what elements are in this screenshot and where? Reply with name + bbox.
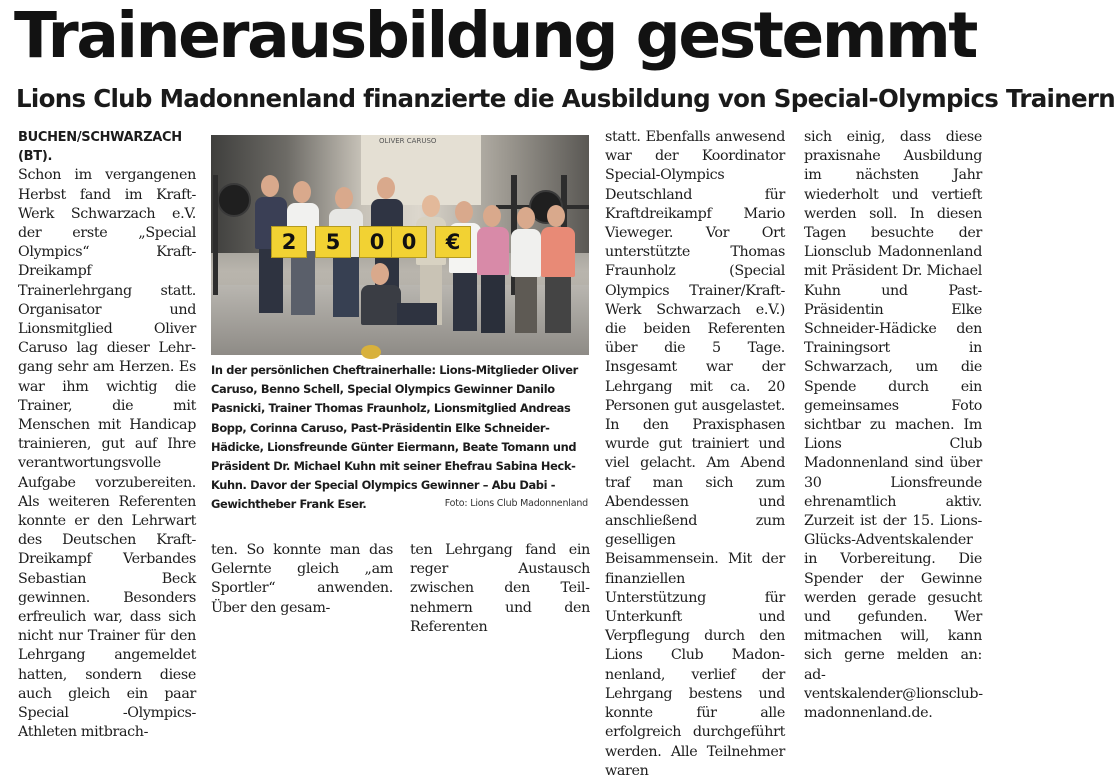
photo-banner-text: OLIVER CARUSO (379, 137, 437, 145)
donation-sign-digit: 2 (271, 226, 307, 258)
column-2b-text: ten Lehrgang fand ein reger Austausch zwischen den Teilnehmern und den Referenten (410, 542, 590, 635)
article-column-4 (804, 128, 982, 723)
article-subheadline: Lions Club Madonnenland finanzierte die Ausbildung von Special-Olympics Trainern (16, 84, 1115, 113)
article-column-2-part-1 (211, 541, 393, 618)
column-2a-text: ten. So konnte man das Gelernte gleich „am Sportler“ anwenden. Über den gesam- (211, 542, 393, 616)
column-1-text: Schon im vergangenen Herbst fand im Kraft-Werk Schwarzach e.V. der erste „Special Olympics“ Kraft-Dreikampf Trainerlehrgang statt. Organisator und Lionsmitglied Oliver Caruso lag dieser Lehrgang sehr am Herzen. Es war ihm wichtig die Trainer, die mit Menschen mit Handicap trainieren, gut auf Ihre verantwortungsvolle Aufgabe vorzubereiten. Als weiteren Referenten konnte er den Lehrwart des Deutschen Kraft-Dreikampf Verbandes Sebastian Beck gewinnen. Besonders erfreulich war, dass sich nicht nur Trainer für den Lehrgang angemeldet hatten, sondern diese auch gleich ein paar Special -Olympics-Athleten mitbrach- (18, 167, 196, 741)
donation-sign-digit: 0 (359, 226, 395, 258)
kettlebell (361, 345, 381, 359)
article-column-1 (18, 128, 196, 743)
weight-rack (213, 175, 218, 295)
donation-sign-digit: € (435, 226, 471, 258)
donation-sign-digit: 0 (391, 226, 427, 258)
group-photo (211, 135, 589, 355)
article-column-2-part-2 (410, 541, 590, 637)
photo-credit: Foto: Lions Club Madonnenland (444, 498, 588, 509)
photo-caption: In der persönlichen Cheftrainerhalle: Lions-Mitglieder Oliver Caruso, Benno Schell, Special Olympics Gewinner Danilo Pasnicki, Trainer Thomas Fraunholz, Lionsmitglied Andreas Bopp, Corinna Caruso, Past-Präsidentin Elke Schneider-Hädicke, Lionsfreunde Günter Eiermann, Beate Tomann und Präsident Dr. Michael Kuhn mit seiner Ehefrau Sabina Heck-Kuhn. Davor der Special Olympics Gewinner – Abu Dabi - Gewichtheber Frank Eser. (211, 363, 578, 512)
article-column-3 (605, 128, 785, 781)
column-4-text: sich einig, dass diese praxisnahe Ausbildung im nächsten Jahr wiederholt und vertieft werden soll. In diesen Tagen besuchte der Lionsclub Madonnenland mit Präsident Dr. Michael Kuhn und Past-Präsidentin Elke Schneider-Hädicke den Trainingsort in Schwarzach, um die Spende durch ein gemeinsames Foto sichtbar zu machen. Im Lions Club Madonnenland sind über 30 Lionsfreunde ehrenamtlich aktiv. Zurzeit ist der 15. Lions-Glücks-Adventskalender in Vorbereitung. Die Spender der Gewinne werden gerade gesucht und gefunden. Wer mitmachen will, kann sich gerne melden an: adventskalender@lionsclubmadonnenland.de. (804, 129, 984, 722)
column-3-text: statt. Ebenfalls anwesend war der Koordinator Special-Olympics Deutschland für Kraftdreikampf Mario Vieweger. Vor Ort unterstützte Thomas Fraunholz (Special Olympics Trainer/Kraft-Werk Schwarzach e.V.) die beiden Referenten über die 5 Tage. Insgesamt war der Lehrgang mit ca. 20 Personen gut ausgelastet. In den Praxisphasen wurde gut trainiert und viel gelacht. Am Abend traf man sich zum Abendessen und anschließend zum geselligen Beisammensein. Mit der finanziellen Unterstützung für Unterkunft und Verpflegung durch den Lions Club Madonnenland, verlief der Lehrgang bestens und konnte für alle erfolgreich durchgeführt werden. Alle Teilnehmer waren (605, 129, 785, 779)
dateline: BUCHEN/SCHWARZACH (BT). (18, 130, 182, 165)
article-headline: Trainerausbildung gestemmt (14, 0, 977, 72)
donation-sign-digit: 5 (315, 226, 351, 258)
weight-plate (217, 183, 251, 217)
